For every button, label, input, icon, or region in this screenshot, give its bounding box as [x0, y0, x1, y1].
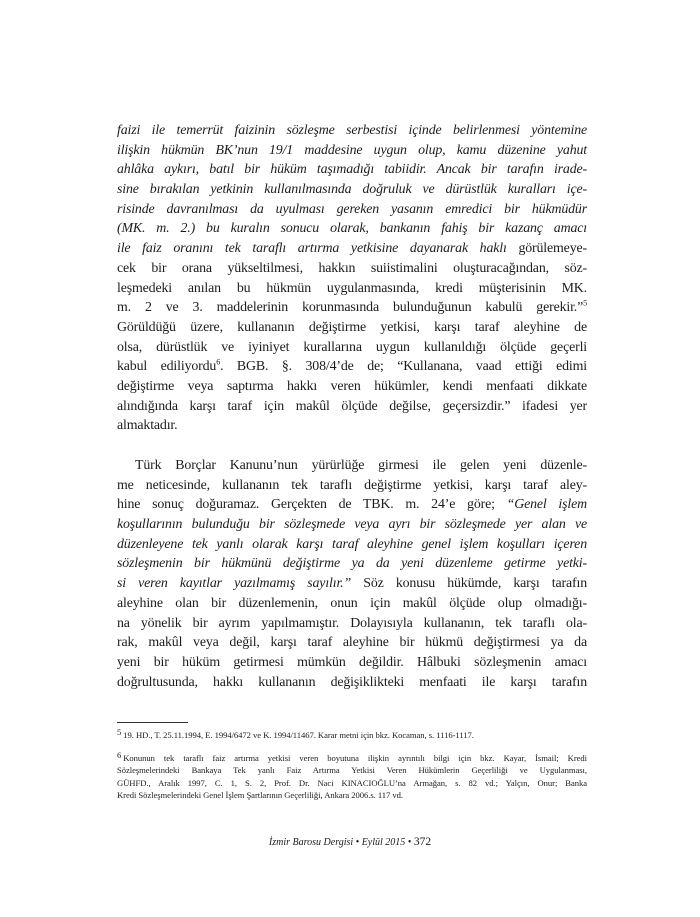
- text-line: [117, 141, 587, 161]
- text-segment: cek bir orana yükseltilmesi, hakkın suiistimalini oluşturacağından, söz-: [117, 260, 587, 276]
- footnote-separator: [117, 722, 188, 723]
- italic-segment: ile faiz oranını tek taraflı artırma yetkisine dayanarak haklı: [117, 241, 507, 257]
- italic-segment: ilişkin hükmün BK’nun 19/1 maddesine uygun olup, kamu düzenine yahut: [117, 142, 587, 158]
- text-line: [117, 653, 587, 673]
- paragraph-1: [117, 121, 587, 436]
- text-segment: hine sonuç doğuramaz. Gerçekten de TBK. m. 24’e göre;: [117, 497, 507, 513]
- footnote-line: [117, 749, 587, 765]
- text-segment: kabul ediliyordu: [117, 359, 217, 375]
- footnote-number: 5: [117, 727, 122, 737]
- text-line: [117, 397, 587, 417]
- footnote-text: Sözleşmelerindeki Bankaya Tek yanlı Faiz Artırma Yetkisi Veren Hükümlerin Geçerliliği ve Uygulanması,: [117, 765, 587, 775]
- footnote-text: 19. HD., T. 25.11.1994, E. 1994/6472 ve K. 1994/11467. Karar metni için bkz. Kocaman, s. 1116-1117.: [123, 730, 474, 740]
- text-line: [117, 614, 587, 634]
- text-line: [117, 633, 587, 653]
- paragraph-gap: [117, 436, 587, 456]
- text-segment: doğrultusunda, hakkı kullananın değişiklikteki menfaati ile karşı tarafın: [117, 674, 587, 690]
- text-segment: alındığında karşı taraf için makûl ölçüde değilse, geçersizdir.” ifadesi yer: [117, 398, 587, 414]
- text-segment: leşmedeki anılan bu hükmün uygulanmasında, kredi müşterisinin MK.: [117, 280, 587, 296]
- text-segment: yeni bir hüküm getirmesi mümkün değildir. Hâlbuki sözleşmenin amacı: [117, 654, 587, 670]
- text-line: [117, 200, 587, 220]
- italic-segment: risinde davranılması da uyulması gereken yasanın emredici bir hükmüdür: [117, 201, 587, 217]
- text-line: [117, 574, 587, 594]
- footer-separator: •: [355, 837, 360, 848]
- text-line: [117, 594, 587, 614]
- italic-segment: “Genel işlem: [506, 497, 588, 513]
- text-line: [117, 318, 587, 338]
- footnote-line: [117, 726, 587, 742]
- italic-segment: ahlâka aykırı, batıl bir hüküm taşımadığı tabiidir. Ancak bir tarafın irade-: [117, 162, 587, 178]
- italic-segment: düzenleyene tek yanlı olarak karşı taraf aleyhine genel işlem koşulları içeren: [117, 536, 587, 552]
- text-segment: me neticesinde, kullananın tek taraflı değiştirme yetkisi, karşı taraf aley-: [117, 477, 587, 493]
- footnote-text: Konunun tek taraflı faiz artırma yetkisi veren boyutuna ilişkin ayrıntılı bilgi için bkz. Kayar, İsmail; Kredi: [123, 752, 587, 763]
- text-line: [117, 357, 587, 377]
- text-segment: aleyhine olan bir düzenlemenin, onun için makûl ölçüde olup olmadığı-: [117, 595, 587, 611]
- text-line: [117, 219, 587, 239]
- text-line: [117, 554, 587, 574]
- paragraph-2: [117, 456, 587, 692]
- footnote-reference: 5: [583, 298, 587, 308]
- page-footer: [0, 835, 700, 850]
- text-segment: Söz konusu hükümde, karşı tarafın: [351, 576, 587, 592]
- text-segment: Görüldüğü üzere, kullananın değiştirme yetkisi, karşı taraf aleyhine de: [117, 319, 587, 335]
- footnote: [117, 726, 587, 742]
- text-line: [117, 495, 587, 515]
- journal-name: İzmir Barosu Dergisi: [268, 837, 354, 848]
- issue-date: Eylül 2015: [361, 837, 406, 848]
- footnote-line: [117, 789, 587, 802]
- text-line: [117, 476, 587, 496]
- footnote-line: [117, 777, 587, 790]
- text-segment: olsa, dürüstlük ve iyiniyet kurallarına uygun kullanıldığı ölçüde geçerli: [117, 339, 587, 355]
- italic-segment: koşullarının bulunduğu bir sözleşmede veya ayrı bir sözleşmede yer alan ve: [117, 517, 587, 533]
- text-line: [117, 456, 587, 476]
- text-segment: değiştirme veya saptırma hakkı veren hükümler, kendi menfaati dikkate: [117, 378, 587, 394]
- footnotes: [117, 726, 587, 802]
- italic-segment: sine bırakılan yetkinin kullanılmasında doğruluk ve dürüstlük kuralları içe-: [117, 182, 587, 198]
- text-segment: na yönelik bir ayrım yapılmamıştır. Dolayısıyla kullananın, tek taraflı ola-: [117, 615, 587, 631]
- text-line: [117, 673, 587, 693]
- text-line: [117, 416, 587, 436]
- text-line: [117, 160, 587, 180]
- footnote-text: GÜHFD., Aralık 1997, C. 1, S. 2, Prof. Dr. Naci KINACIOĞLU’na Armağan, s. 82 vd.; Yalçın, Onur; Banka: [117, 777, 587, 788]
- footnote-number: 6: [117, 749, 122, 760]
- text-segment: almaktadır.: [117, 418, 178, 434]
- page-number: 372: [413, 836, 432, 848]
- text-line: [117, 279, 587, 299]
- text-line: [117, 259, 587, 279]
- text-line: [117, 121, 587, 141]
- italic-segment: faizi ile temerrüt faizinin sözleşme serbestisi içinde belirlenmesi yöntemine: [117, 123, 587, 138]
- text-segment: m. 2 ve 3. maddelerinin korunmasında bulunduğunun kabulü gerekir.”: [117, 300, 584, 316]
- text-segment: görülemeye-: [506, 241, 587, 257]
- italic-segment: sözleşmenin bir hükmünü değiştirme ya da yeni düzenleme getirme yetki-: [117, 556, 587, 572]
- text-segment: . BGB. §. 308/4’de de; “Kullanana, vaad ettiği edimi: [220, 359, 587, 375]
- text-line: [117, 298, 587, 318]
- body-text: [117, 121, 587, 692]
- text-line: [117, 377, 587, 397]
- footer-separator: •: [407, 837, 412, 848]
- footnote: [117, 749, 587, 802]
- footnote-text: Kredi Sözleşmelerindeki Genel İşlem Şartlarının Geçerliliği, Ankara 2006.s. 117 vd.: [117, 790, 403, 800]
- text-line: [117, 180, 587, 200]
- text-line: [117, 338, 587, 358]
- italic-segment: si veren kayıtlar yazılmamış sayılır.”: [117, 576, 352, 592]
- italic-segment: (MK. m. 2.) bu kuralın sonucu olarak, bankanın fahiş bir kazanç amacı: [117, 221, 587, 237]
- text-segment: rak, makûl veya değil, karşı taraf aleyhine bir hükmü değiştirmesi ya da: [117, 635, 587, 651]
- text-line: [117, 535, 587, 555]
- footnote-line: [117, 764, 587, 777]
- text-line: [117, 239, 587, 259]
- text-segment: Türk Borçlar Kanunu’nun yürürlüğe girmesi ile gelen yeni düzenle-: [135, 458, 587, 473]
- footnote-reference: 6: [216, 357, 221, 367]
- text-line: [117, 515, 587, 535]
